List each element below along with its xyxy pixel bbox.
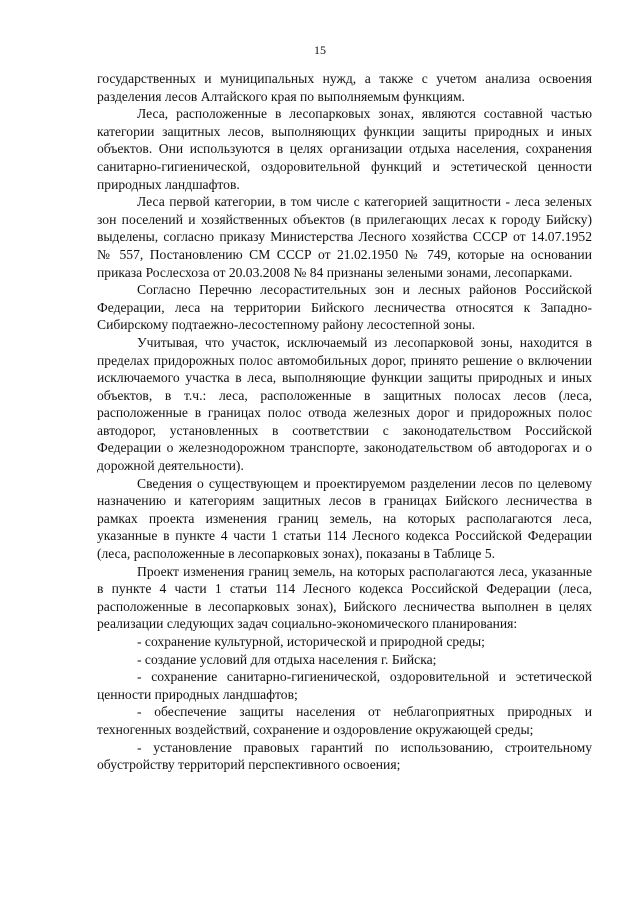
paragraph-excluded-plot: Учитывая, что участок, исключаемый из лесопарковой зоны, находится в пределах придорожных полос автомобильных дорог, принято решение о включении исключаемого участка в леса, выполняющие функции защиты природных и иных объектов, в т.ч.: леса, расположенные в защитных полосах лесов (леса, расположенные в границах полос отвода железных дорог и придорожных полос автодорог, установленных в соответствии с законодательством Российской Федерации о железнодорожном транспорте, законодательством об автодорогах и о дорожной деятельности). xyxy=(97,334,592,474)
paragraph-table-reference: Сведения о существующем и проектируемом разделении лесов по целевому назначению и категориям защитных лесов в границах Бийского лесничества в рамках проекта изменения границ земель, на которых располагаются леса, указанные в пункте 4 части 1 статьи 114 Лесного кодекса Российской Федерации (леса, расположенные в лесопарковых зонах), показаны в Таблице 5. xyxy=(97,475,592,562)
list-item: - создание условий для отдыха населения г. Бийска; xyxy=(137,651,437,667)
paragraph-first-category: Леса первой категории, в том числе с категорией защитности - леса зеленых зон поселений и хозяйственных объектов (в прилегающих лесах к городу Бийску) выделены, согласно приказу Министерства Лесного хозяйства СССР от 14.07.1952 № 557, Постановлению СМ СССР от 21.02.1950 № 749, которые на основании приказа Рослесхоза от 20.03.2008 № 84 признаны зелеными зонами, лесопарками. xyxy=(97,194,592,280)
paragraph-lesopark-zones: Леса, расположенные в лесопарковых зонах, являются составной частью категории защитных лесов, выполняющих функции защиты природных и иных объектов. Они используются в целях организации отдыха населения, сохранения санитарно-гигиенической, оздоровительной функций и эстетической ценности природных ландшафтов. xyxy=(97,106,592,192)
list-item: - сохранение санитарно-гигиенической, оздоровительной и эстетической ценности природных ландшафтов; xyxy=(97,669,592,702)
paragraph-continuation: государственных и муниципальных нужд, а также с учетом анализа освоения разделения лесов Алтайского края по выполняемым функциям. xyxy=(97,71,592,104)
list-item: - установление правовых гарантий по использованию, строительному обустройству территорий перспективного освоения; xyxy=(97,739,592,773)
list-item: - сохранение культурной, исторической и природной среды; xyxy=(137,634,485,649)
page-number: 15 xyxy=(314,43,326,57)
list-item: - обеспечение защиты населения от неблагоприятных природных и техногенных воздействий, сохранение и оздоровление окружающей среды; xyxy=(97,704,592,737)
paragraph-forest-zones: Согласно Перечню лесорастительных зон и лесных районов Российской Федерации, леса на территории Бийского лесничества относятся к Западно-Сибирскому подтаежно-лесостепному району лесостепной зоны. xyxy=(97,282,592,333)
paragraph-project-goals: Проект изменения границ земель, на которых располагаются леса, указанные в пункте 4 части 1 статьи 114 Лесного кодекса Российской Федерации (леса, расположенные в лесопарковых зонах), Бийского лесничества выполнен в целях реализации следующих задач социально-экономического планирования: xyxy=(97,563,592,632)
document-body xyxy=(97,70,592,774)
